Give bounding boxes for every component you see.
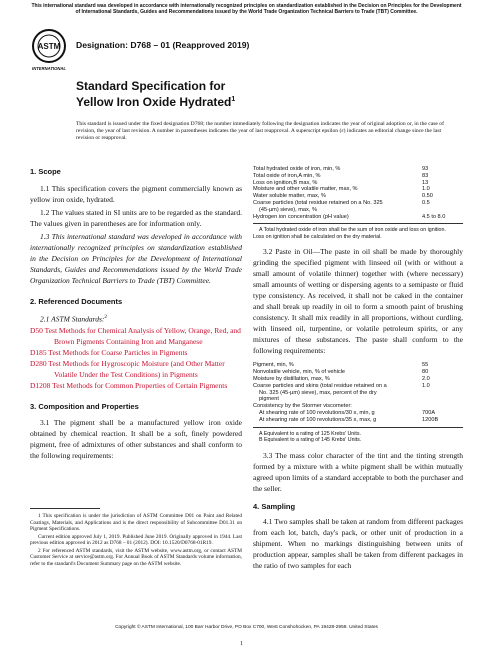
table-cell-label: At shearing rate of 100 revolutions/30 s, min, g: [259, 409, 375, 416]
table-cell-value: 13: [422, 179, 429, 186]
ref-item[interactable]: [30, 325, 242, 347]
ref-item[interactable]: [30, 347, 242, 358]
table-cell-value: 1.0: [422, 382, 430, 389]
scope-p1: 1.1 This specification covers the pigment commercially known as yellow iron oxide, hydrated.: [30, 184, 242, 204]
refs-intro-sup[interactable]: 2: [104, 314, 108, 320]
document-title: [76, 79, 235, 109]
table-cell-label: (45-µm) sieve), max, %: [259, 206, 317, 213]
table-cell-label: Moisture and other volatile matter, max, %: [253, 186, 358, 193]
refs-heading: 2. Referenced Documents: [30, 297, 123, 306]
scope-heading: 1. Scope: [30, 167, 61, 176]
sampling-p: 4.1 Two samples shall be taken at random from different packages from each lot, batch, day's pack, or other unit of production in a shipment. When no markings distinguishing between units of production appear, samples shall be taken from different packages in the ratio of two samples for each: [253, 516, 463, 570]
table-cell-value: 83: [422, 172, 429, 179]
ref-title[interactable]: Test Methods for Chemical Analysis of Yellow, Orange, Red, and Brown Pigments Containing Iron and Manganese: [42, 325, 241, 346]
table1-note-b: Loss on ignition shall be calculated on the dry material.: [253, 233, 382, 240]
footnote-1-edition: Current edition approved July 1, 2019. Published June 2019. Originally approved in 1944. Last previous edition approved in 2012 as D768 – 01 (2012). DOI: 10.1520/D0768-01R19.: [30, 533, 242, 546]
table-cell-value: 1200B: [422, 416, 439, 423]
scope-p3: 1.3 This international standard was developed in accordance with internationally recognized principles on standardization established in the Decision on Principles for the Development of International Standards, Guides and Recommendations issued by the World Trade Organization Technical Barriers to Trade (TBT) Committee.: [30, 232, 242, 285]
ref-title[interactable]: Test Methods for Common Properties of Certain Pigments: [50, 380, 228, 390]
ref-code[interactable]: D1208: [30, 380, 51, 390]
paste-section: [253, 246, 463, 356]
ref-code[interactable]: D280: [30, 358, 47, 368]
page-number: 1: [240, 641, 243, 647]
table-cell-label: No. 325 (45-µm) sieve), max, percent of the dry: [259, 389, 377, 396]
astm-logo: [30, 28, 68, 72]
title-line-1: Standard Specification for: [76, 79, 226, 93]
table-cell-label: Water soluble matter, max, %: [253, 193, 326, 200]
table-cell-label: Loss on ignition,B max, %: [253, 179, 318, 186]
table-cell-label: Coarse particles (total residue retained on a No. 325: [253, 199, 383, 206]
mass-color-p: 3.3 The mass color character of the tint and the tinting strength formed by a mixture with a white pigment shall be within mutually agreed upon limits of a standard acceptable to both the purchaser and the seller.: [253, 450, 463, 493]
mass-color-section: [253, 450, 463, 571]
table-cell-label: pigment: [259, 396, 279, 403]
sampling-heading: 4. Sampling: [253, 501, 296, 511]
table-row: [253, 200, 463, 207]
table2-note-b: B Equivalent to a rating of 145 Krebs' Units.: [259, 437, 362, 444]
table-row: [253, 390, 463, 397]
composition-table: [253, 166, 463, 240]
refs-list: [30, 312, 242, 391]
table-row: [253, 376, 463, 383]
table-cell-label: Moisture by distillation, max, %: [253, 375, 330, 382]
table-cell-label: Coarse particles and skins (total residue retained on a: [253, 382, 387, 389]
table-row: [253, 362, 463, 369]
composition-p1: 3.1 The pigment shall be a manufactured yellow iron oxide obtained by chemical reaction. It shall be a soft, finely powdered pigment, free of admixtures of other substances and shall conform to the following requirements:: [30, 417, 242, 460]
title-footnote-ref[interactable]: 1: [231, 96, 236, 103]
composition-heading: 3. Composition and Properties: [30, 401, 139, 411]
astm-logo-graphic: [30, 28, 68, 72]
logo-top-text: ASTM: [37, 42, 61, 51]
copyright-footer: Copyright © ASTM International, 100 Barr Harbor Drive, PO Box C700, West Conshohocken, PA 19428-2959. United States: [115, 625, 378, 630]
footnote-2: 2 For referenced ASTM standards, visit the ASTM website, www.astm.org, or contact ASTM Customer Service at service@astm.org. For Annual Book of ASTM Standards volume information, refer to the standard's Document Summary page on the ASTM website.: [30, 547, 242, 567]
ref-title[interactable]: Test Methods for Coarse Particles in Pigments: [46, 347, 188, 357]
standards-notice: This international standard was developed in accordance with internationally recognized principles on standardization established in the Decision on Principles for the Development of International Standards, Guides and Recommendations issued by the World Trade Organization Technical Barriers to Trade (TBT) Committee.: [31, 3, 462, 16]
ref-code[interactable]: D185: [30, 347, 47, 357]
table-row: [253, 417, 463, 424]
table-row: [253, 207, 463, 214]
table-cell-label: Pigment, min, %: [253, 362, 294, 369]
table-row: [253, 180, 463, 187]
table-row: [253, 410, 463, 417]
footnote-1: 1 This specification is under the jurisdiction of ASTM Committee D01 on Paint and Related Coatings, Materials, and Applications and is the direct responsibility of Subcommittee D01.31 on Pigment Specifications.: [30, 513, 242, 532]
table-cell-label: Nonvolatile vehicle, min, % of vehicle: [253, 369, 346, 376]
table-row: [253, 396, 463, 403]
table-cell-value: 0.50: [422, 193, 433, 200]
table-cell-value: 4.5 to 8.0: [422, 213, 446, 220]
left-footnotes: [30, 508, 242, 567]
left-column: [30, 166, 242, 461]
ref-title[interactable]: Test Methods for Hygroscopic Moisture (and Other Matter Volatile Under the Test Conditions) in Pigments: [46, 358, 225, 379]
ref-item[interactable]: [30, 358, 242, 380]
table-rule: [253, 427, 463, 428]
table2-note-a: A Equivalent to a rating of 125 Krebs' Units.: [259, 430, 362, 437]
footnote-rule: [30, 508, 100, 509]
table-cell-value: 2.0: [422, 375, 430, 382]
table-cell-value: 0.5: [422, 199, 430, 206]
table-cell-value: 80: [422, 369, 429, 376]
refs-intro: 2.1 ASTM Standards:: [40, 314, 105, 324]
right-column: [253, 166, 463, 571]
table-rule: [253, 223, 463, 224]
scope-p2: 1.2 The values stated in SI units are to be regarded as the standard. The values given in parentheses are for information only.: [30, 208, 242, 228]
issued-note: This standard is issued under the fixed designation D768; the number immediately following the designation indicates the year of original adoption or, in the case of revision, the year of last revision. A number in parentheses indicates the year of last reapproval. A superscript epsilon (ε) indicates an editorial change since the last revision or reapproval.: [76, 121, 444, 141]
table-row: [253, 214, 463, 221]
table-row: [253, 186, 463, 193]
table-cell-label: Consistency by the Stormer viscometer:: [253, 403, 352, 410]
table-cell-value: 55: [422, 362, 429, 369]
designation: Designation: D768 – 01 (Reapproved 2019): [76, 40, 250, 50]
table-cell-value: 1.0: [422, 186, 430, 193]
ref-code[interactable]: D50: [30, 325, 43, 335]
table-cell-label: Hydrogen ion concentration (pH value): [253, 213, 349, 220]
table-row: [253, 193, 463, 200]
paste-p: 3.2 Paste in Oil—The paste in oil shall be made by thoroughly grinding the specified pigment with linseed oil (with or without a small amount of volatile thinner) together with (where necessary) small amounts of wetting or dispersing agents to a semipaste or fluid type consistency. As received, it shall not be caked in the container and shall break up readily in oil to form a smooth paint of brushing consistency. It shall mix readily in all proportions, without curdling, with linseed oil, turpentine, or volatile petroleum spirits, or any mixtures of these substances. The paste shall conform to the following requirements:: [253, 247, 463, 356]
logo-bottom-text: INTERNATIONAL: [32, 66, 66, 71]
table-row: [253, 383, 463, 390]
table-row: [253, 166, 463, 173]
table-cell-label: Total oxide of iron,A min, %: [253, 172, 321, 179]
title-line-2: Yellow Iron Oxide Hydrated: [76, 95, 232, 109]
table-row: [253, 369, 463, 376]
table-cell-label: At shearing rate of 100 revolutions/35 s, max, g: [259, 416, 377, 423]
table1-note-a: A Total hydrated oxide of iron shall be the sum of iron oxide and loss on ignition.: [259, 227, 446, 234]
paste-table: [253, 362, 463, 443]
table-row: [253, 403, 463, 410]
table-cell-value: 700A: [422, 409, 436, 416]
table-row: [253, 173, 463, 180]
table-cell-label: Total hydrated oxide of iron, min, %: [253, 166, 341, 172]
ref-item[interactable]: [30, 380, 242, 391]
table-cell-value: 93: [422, 166, 429, 172]
